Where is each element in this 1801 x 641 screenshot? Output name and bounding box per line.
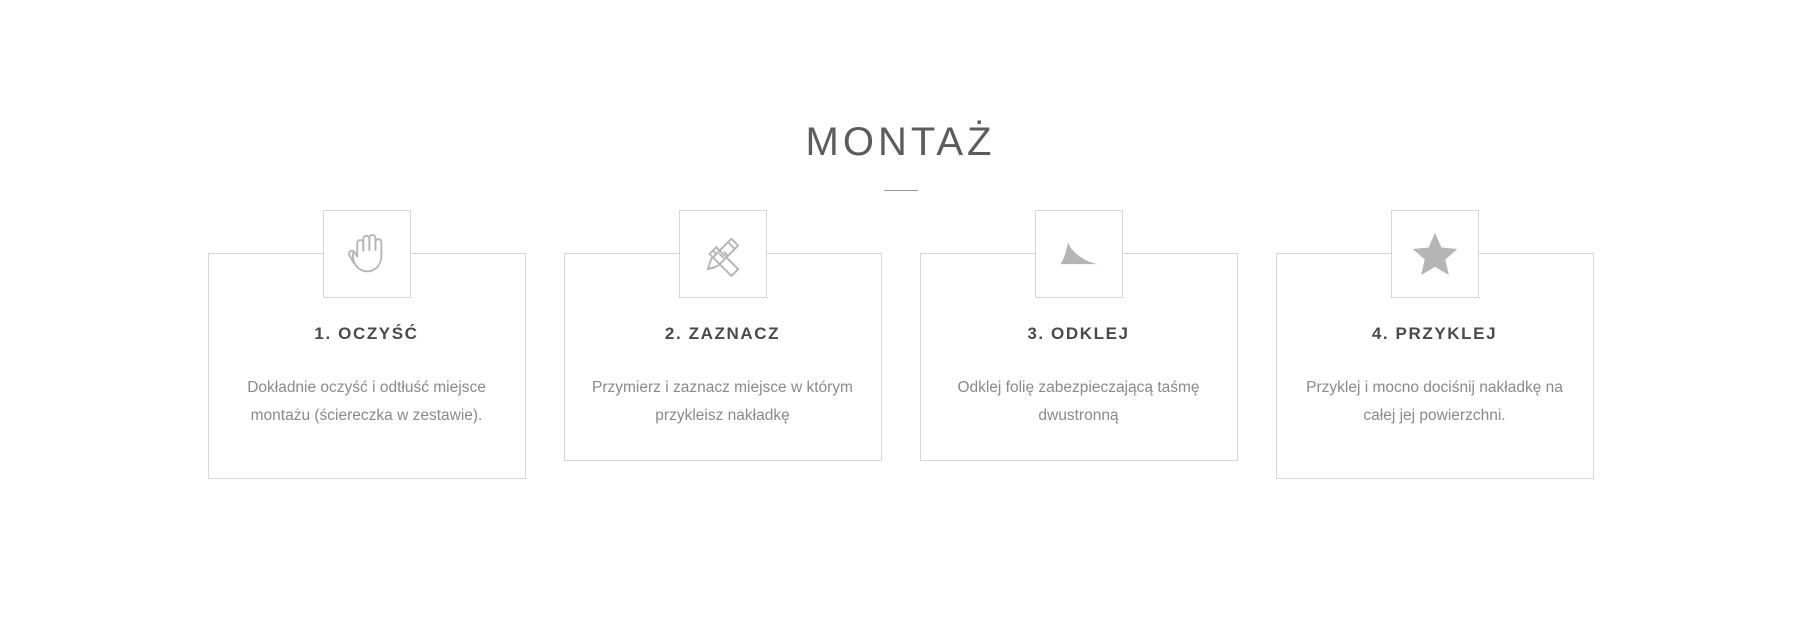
steps-list (0, 253, 1801, 479)
step-description: Przymierz i zaznacz miejsce w którym przykleisz nakładkę (592, 379, 853, 424)
step-description: Odklej folię zabezpieczającą taśmę dwustronną (957, 379, 1200, 424)
page-title: MONTAŻ (805, 120, 996, 164)
hand-cleaning-icon (323, 210, 411, 298)
list-item (920, 253, 1238, 461)
step-title: 3. ODKLEJ (1027, 324, 1130, 343)
step-description: Dokładnie oczyść i odtłuść miejsce montażu (ściereczka w zestawie). (247, 379, 486, 424)
star-icon (1391, 210, 1479, 298)
section-heading (0, 0, 1801, 191)
list-item (208, 253, 526, 479)
step-title: 4. PRZYKLEJ (1371, 324, 1498, 343)
list-item (1276, 253, 1594, 479)
step-title: 2. ZAZNACZ (664, 324, 781, 343)
pencil-ruler-icon (679, 210, 767, 298)
peel-film-icon (1035, 210, 1123, 298)
list-item (564, 253, 882, 461)
step-title: 1. OCZYŚĆ (314, 324, 419, 343)
heading-divider (884, 190, 918, 191)
step-description: Przyklej i mocno dociśnij nakładkę na całej jej powierzchni. (1306, 379, 1563, 424)
